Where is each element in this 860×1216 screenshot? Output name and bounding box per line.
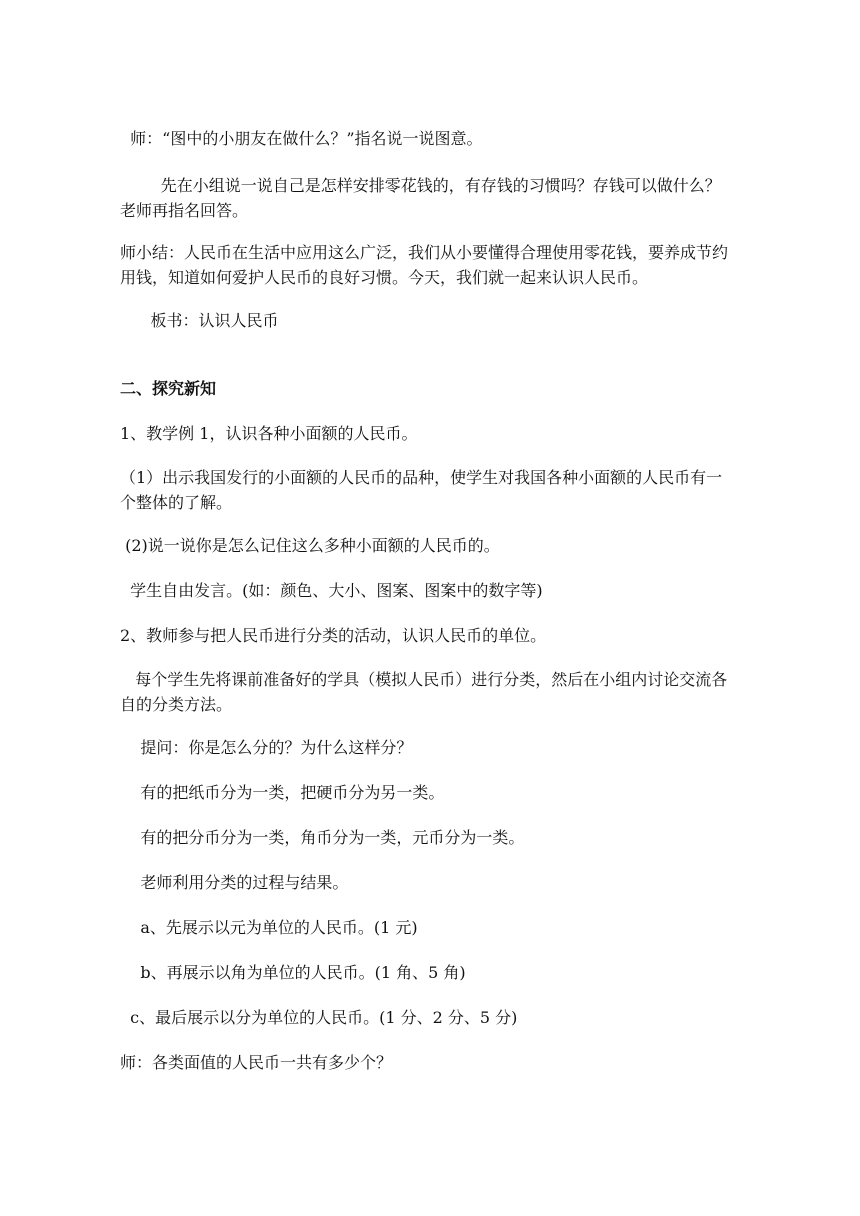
paragraph-item-c: c、最后展示以分为单位的人民币。(1 分、2 分、5 分) [120, 1008, 518, 1027]
section-heading-explore: 二、探究新知 [120, 379, 217, 398]
paragraph-step-1: （1）出示我国发行的小面额的人民币的品种，使学生对我国各种小面额的人民币有一个整体的了解。 [120, 468, 723, 512]
paragraph-example-1: 1、教学例 1，认识各种小面额的人民币。 [120, 424, 418, 443]
paragraph-teacher-summary: 师小结：人民币在生活中应用这么广泛，我们从小要懂得合理使用零花钱，要养成节约用钱，知道如何爱护人民币的良好习惯。今天，我们就一起来认识人民币。 [120, 243, 729, 287]
paragraph-fen-jiao-yuan: 有的把分币分为一类，角币分为一类，元币分为一类。 [120, 828, 525, 847]
paragraph-blackboard: 板书：认识人民币 [120, 311, 279, 330]
paragraph-group-discussion: 先在小组说一说自己是怎样安排零花钱的，有存钱的习惯吗？存钱可以做什么？老师再指名回答。 [120, 176, 721, 220]
paragraph-students-speak: 学生自由发言。(如：颜色、大小、图案、图案中的数字等) [120, 581, 543, 600]
paragraph-item-b: b、再展示以角为单位的人民币。(1 角、5 角) [120, 963, 466, 982]
paragraph-paper-coin: 有的把纸币分为一类，把硬币分为另一类。 [120, 783, 445, 802]
paragraph-step-2: (2)说一说你是怎么记住这么多种小面额的人民币的。 [120, 536, 500, 555]
paragraph-teacher-question: 师：“图中的小朋友在做什么？”指名说一说图意。 [120, 129, 483, 148]
paragraph-classify-method: 每个学生先将课前准备好的学具（模拟人民币）进行分类，然后在小组内讨论交流各自的分类方法。 [120, 670, 728, 714]
paragraph-classify-activity: 2、教师参与把人民币进行分类的活动，认识人民币的单位。 [120, 626, 547, 645]
paragraph-question: 提问：你是怎么分的？为什么这样分？ [120, 738, 413, 757]
paragraph-item-a: a、先展示以元为单位的人民币。(1 元) [120, 918, 418, 937]
paragraph-teacher-uses: 老师利用分类的过程与结果。 [120, 873, 349, 892]
paragraph-teacher-count: 师：各类面值的人民币一共有多少个？ [120, 1053, 393, 1072]
